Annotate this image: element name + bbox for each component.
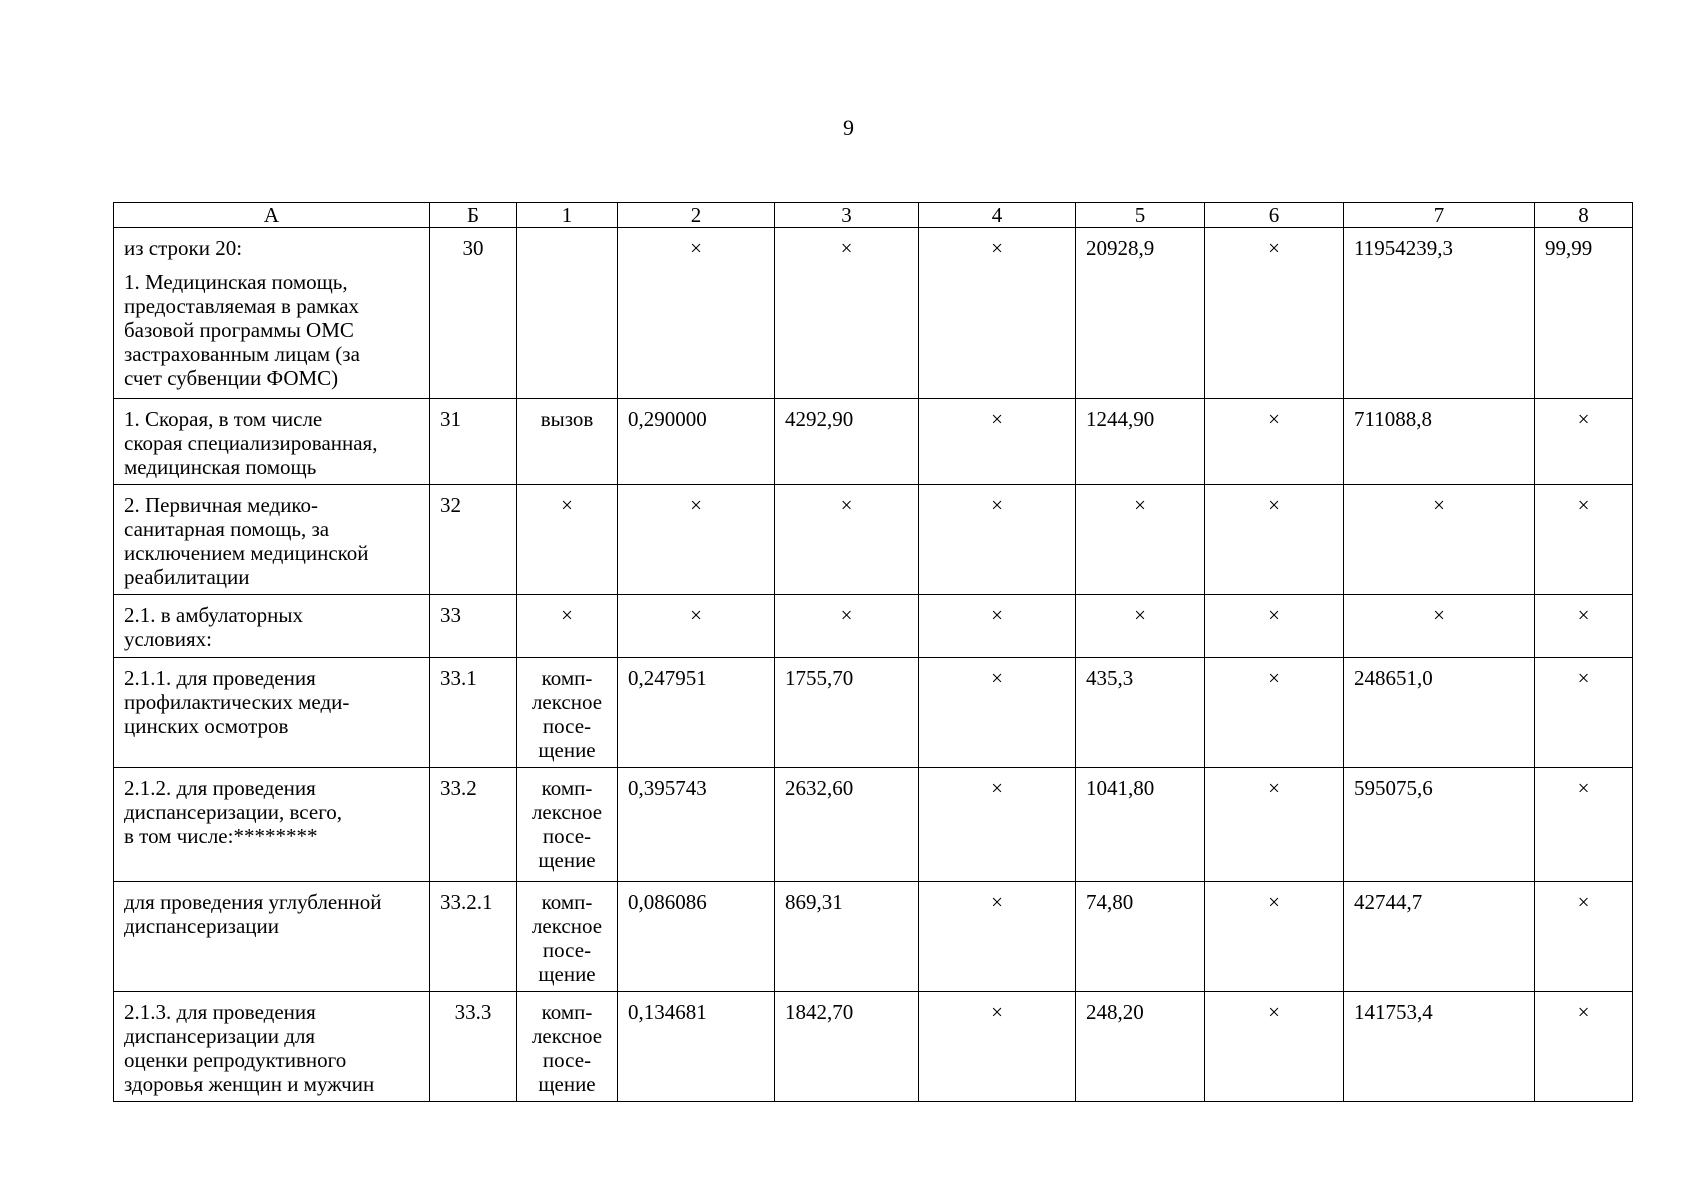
row-label-line: диспансеризации для: [124, 1024, 316, 1048]
unit-line: посе-: [542, 714, 592, 738]
row-code-cell: 33.1: [430, 658, 517, 768]
row-code-cell: 31: [430, 399, 517, 485]
cell-col-2: ×: [618, 485, 775, 595]
table-row: [114, 399, 1633, 485]
unit-cell: [517, 768, 618, 882]
row-label-line: счет субвенции ФОМС): [124, 366, 339, 390]
row-label-line: 1. Медицинская помощь,: [124, 270, 348, 294]
cell-col-5: ×: [1076, 485, 1205, 595]
column-header-7: 7: [1344, 203, 1535, 228]
cell-col-3: 2632,60: [775, 768, 919, 882]
unit-line: щение: [538, 962, 596, 986]
cell-col-5: 1041,80: [1076, 768, 1205, 882]
cell-col-3: 4292,90: [775, 399, 919, 485]
cell-col-7: ×: [1344, 595, 1535, 658]
row-label-cell: [114, 882, 430, 992]
row-label-line: в том числе:********: [124, 824, 318, 848]
row-label-line: цинских осмотров: [124, 714, 289, 738]
cell-col-8: ×: [1535, 882, 1633, 992]
page-number: 9: [843, 115, 854, 140]
cell-col-6: ×: [1205, 595, 1344, 658]
cell-col-8: ×: [1535, 992, 1633, 1102]
unit-cell: [517, 992, 618, 1102]
cell-col-8: ×: [1535, 658, 1633, 768]
cell-col-5: 20928,9: [1076, 228, 1205, 399]
row-label-line: из строки 20:: [124, 236, 243, 260]
cell-col-6: ×: [1205, 228, 1344, 399]
cell-col-7: 42744,7: [1344, 882, 1535, 992]
row-label-line: исключением медицинской: [124, 541, 369, 565]
table-row: [114, 228, 1633, 399]
cell-col-5: 74,80: [1076, 882, 1205, 992]
cell-col-2: ×: [618, 228, 775, 399]
cell-col-7: 11954239,3: [1344, 228, 1535, 399]
table-row: [114, 595, 1633, 658]
row-label-cell: [114, 768, 430, 882]
row-code-cell: 33: [430, 595, 517, 658]
row-code-cell: 33.2.1: [430, 882, 517, 992]
cell-col-6: ×: [1205, 399, 1344, 485]
row-label-line: диспансеризации: [124, 914, 280, 938]
cell-col-8: 99,99: [1535, 228, 1633, 399]
unit-line: ×: [561, 603, 573, 627]
unit-line: лексное: [531, 1024, 603, 1048]
row-label-line: диспансеризации, всего,: [124, 800, 343, 824]
cell-col-8: ×: [1535, 595, 1633, 658]
cell-col-4: ×: [919, 992, 1076, 1102]
cell-col-4: ×: [919, 768, 1076, 882]
row-label-line: медицинская помощь: [124, 455, 317, 479]
cell-col-3: ×: [775, 595, 919, 658]
table-row: [114, 882, 1633, 992]
table-row: [114, 768, 1633, 882]
unit-line: комп-: [541, 890, 593, 914]
row-label-line: 2.1.1. для проведения: [124, 666, 316, 690]
unit-cell: [517, 882, 618, 992]
row-code-cell: 33.2: [430, 768, 517, 882]
unit-line: лексное: [531, 914, 603, 938]
cell-col-2: 0,086086: [618, 882, 775, 992]
cell-col-4: ×: [919, 595, 1076, 658]
unit-line: щение: [538, 848, 596, 872]
cell-col-4: ×: [919, 399, 1076, 485]
cell-col-2: 0,290000: [618, 399, 775, 485]
unit-line: вызов: [540, 407, 594, 431]
column-header-6: 6: [1205, 203, 1344, 228]
unit-line: комп-: [541, 666, 593, 690]
row-label-cell: [114, 485, 430, 595]
cell-col-6: ×: [1205, 768, 1344, 882]
cell-col-3: ×: [775, 228, 919, 399]
cell-col-6: ×: [1205, 658, 1344, 768]
unit-line: щение: [538, 1072, 596, 1096]
unit-line: комп-: [541, 776, 593, 800]
unit-line: ×: [561, 493, 573, 517]
cell-col-2: ×: [618, 595, 775, 658]
cell-col-7: 248651,0: [1344, 658, 1535, 768]
cell-col-5: 248,20: [1076, 992, 1205, 1102]
unit-cell: [517, 485, 618, 595]
data-table: [113, 202, 1633, 1102]
row-label-line: 2. Первичная медико-: [124, 493, 319, 517]
row-label-line: санитарная помощь, за: [124, 517, 330, 541]
column-header-b: Б: [430, 203, 517, 228]
row-label-line: 2.1.2. для проведения: [124, 776, 316, 800]
row-label-cell: [114, 228, 430, 399]
table-row: [114, 485, 1633, 595]
unit-line: щение: [538, 738, 596, 762]
column-header-8: 8: [1535, 203, 1633, 228]
cell-col-3: 1842,70: [775, 992, 919, 1102]
cell-col-6: ×: [1205, 992, 1344, 1102]
unit-cell: [517, 658, 618, 768]
cell-col-3: ×: [775, 485, 919, 595]
column-header-3: 3: [775, 203, 919, 228]
row-label-cell: [114, 595, 430, 658]
row-label-line: реабилитации: [124, 565, 250, 589]
unit-line: посе-: [542, 938, 592, 962]
row-label-cell: [114, 399, 430, 485]
row-label-line: базовой программы ОМС: [124, 318, 354, 342]
cell-col-2: 0,247951: [618, 658, 775, 768]
row-label-line: предоставляемая в рамках: [124, 294, 360, 318]
unit-cell: [517, 399, 618, 485]
column-header-4: 4: [919, 203, 1076, 228]
cell-col-5: 435,3: [1076, 658, 1205, 768]
row-label-line: скорая специализированная,: [124, 431, 378, 455]
unit-line: посе-: [542, 1048, 592, 1072]
cell-col-2: 0,395743: [618, 768, 775, 882]
column-header-1: 1: [517, 203, 618, 228]
cell-col-4: ×: [919, 882, 1076, 992]
row-label-line: для проведения углубленной: [124, 890, 382, 914]
row-label-cell: [114, 992, 430, 1102]
cell-col-3: 1755,70: [775, 658, 919, 768]
row-label-line: оценки репродуктивного: [124, 1048, 347, 1072]
cell-col-6: ×: [1205, 485, 1344, 595]
cell-col-8: ×: [1535, 485, 1633, 595]
cell-col-8: ×: [1535, 399, 1633, 485]
row-label-line: 2.1. в амбулаторных: [124, 603, 303, 627]
unit-cell: [517, 228, 618, 399]
table-row: [114, 658, 1633, 768]
cell-col-5: 1244,90: [1076, 399, 1205, 485]
unit-line: посе-: [542, 824, 592, 848]
cell-col-7: ×: [1344, 485, 1535, 595]
row-label-cell: [114, 658, 430, 768]
cell-col-4: ×: [919, 658, 1076, 768]
column-header-5: 5: [1076, 203, 1205, 228]
cell-col-7: 711088,8: [1344, 399, 1535, 485]
row-label-line: условиях:: [124, 627, 212, 651]
unit-line: комп-: [541, 1000, 593, 1024]
cell-col-4: ×: [919, 228, 1076, 399]
column-header-2: 2: [618, 203, 775, 228]
column-header-a: А: [114, 203, 430, 228]
cell-col-7: 595075,6: [1344, 768, 1535, 882]
cell-col-7: 141753,4: [1344, 992, 1535, 1102]
cell-col-3: 869,31: [775, 882, 919, 992]
unit-line: лексное: [531, 800, 603, 824]
table-row: [114, 992, 1633, 1102]
unit-line: лексное: [531, 690, 603, 714]
row-code-cell: 33.3: [430, 992, 517, 1102]
row-label-line: 1. Скорая, в том числе: [124, 407, 323, 431]
cell-col-2: 0,134681: [618, 992, 775, 1102]
unit-cell: [517, 595, 618, 658]
header-row: [114, 203, 1633, 228]
row-code-cell: 32: [430, 485, 517, 595]
cell-col-6: ×: [1205, 882, 1344, 992]
row-label-line: застрахованным лицам (за: [124, 342, 360, 366]
row-label-line: здоровья женщин и мужчин: [124, 1072, 375, 1096]
cell-col-8: ×: [1535, 768, 1633, 882]
cell-col-4: ×: [919, 485, 1076, 595]
row-label-line: профилактических меди-: [124, 690, 350, 714]
cell-col-5: ×: [1076, 595, 1205, 658]
row-code-cell: 30: [430, 228, 517, 399]
row-label-line: 2.1.3. для проведения: [124, 1000, 316, 1024]
